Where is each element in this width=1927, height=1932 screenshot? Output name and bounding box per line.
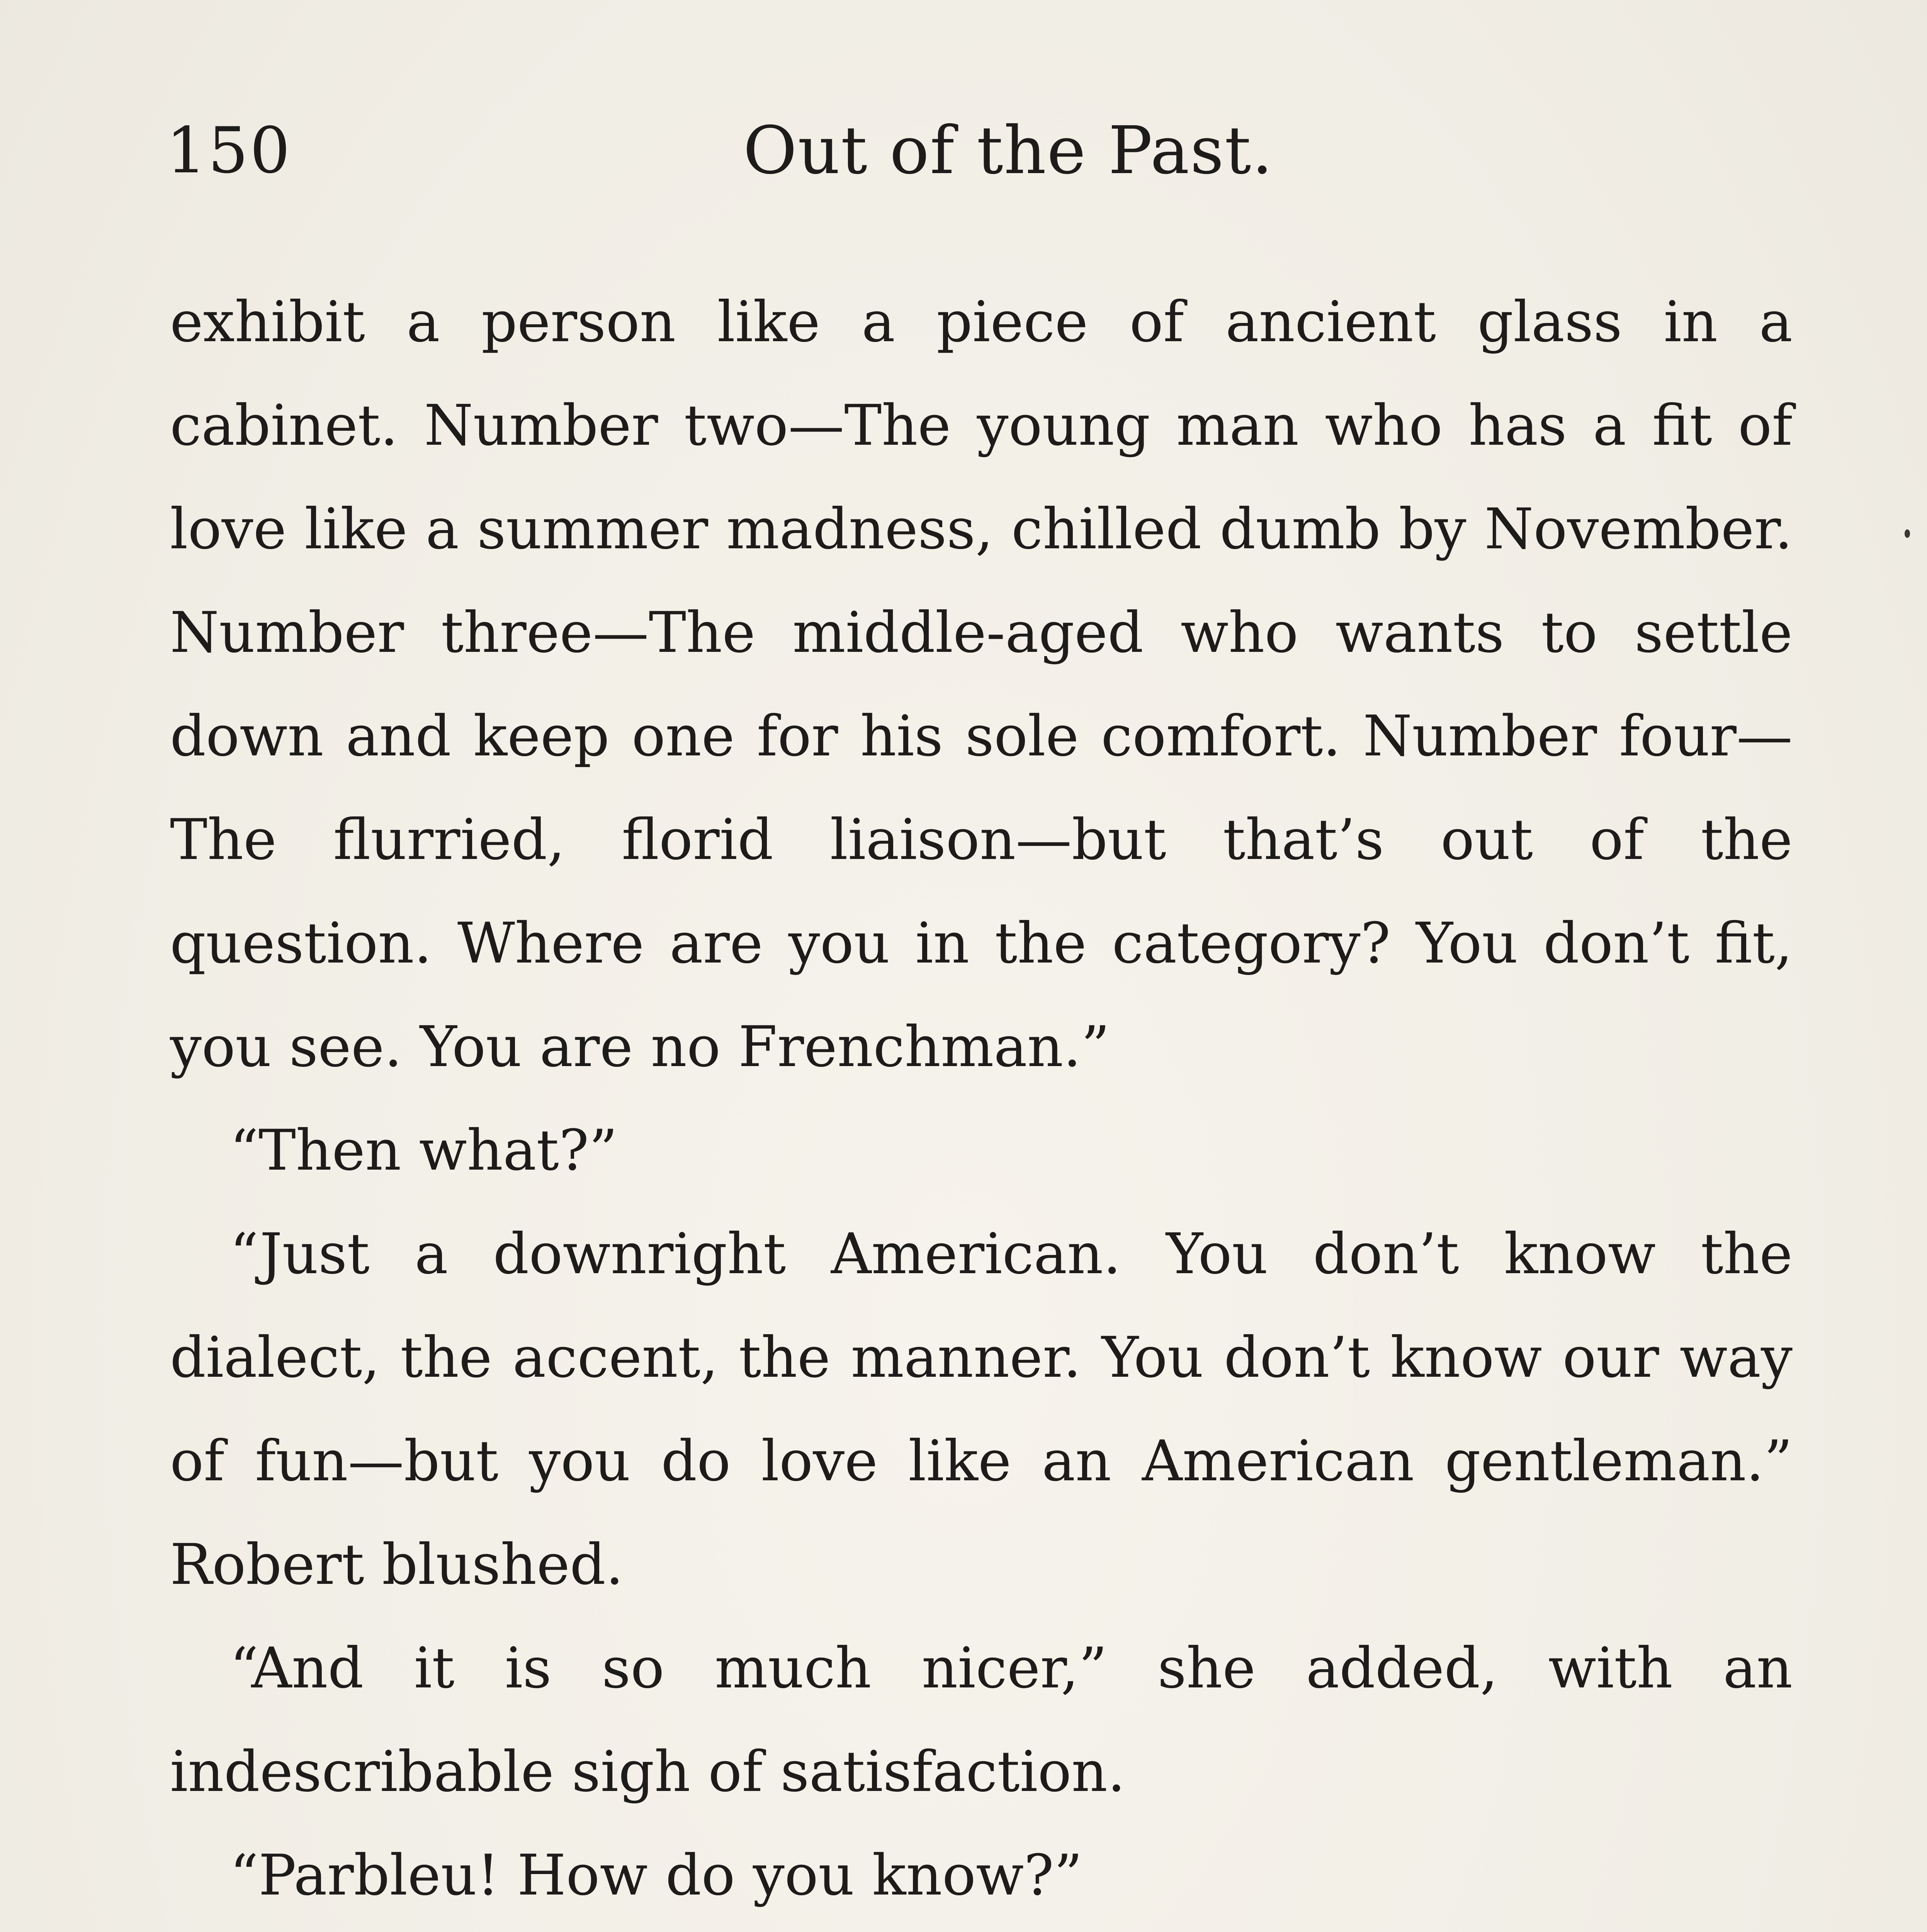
paragraph: “And it is so much nicer,” she added, with an indescribable sigh of satisfaction. [170, 1636, 1793, 1804]
body-text [170, 270, 1793, 1932]
page-number: 150 [166, 114, 292, 187]
paragraph: exhibit a person like a piece of ancient glass in a cabinet. Number two—The young man who has a fit of love like a summer madness, chilled dumb by November. Number three—The middle-aged who wants to settle down and keep one for his sole comfort. Number four—The flurried, florid liaison—but that’s out of the question. Where are you in the category? You don’t fit, you see. You are no Frenchman.” [170, 289, 1793, 1080]
paragraph: “Parbleu! How do you know?” [230, 1843, 1083, 1908]
running-title: Out of the Past. [743, 112, 1274, 189]
paragraph: “Then what?” [230, 1118, 618, 1183]
paragraph [170, 1927, 1793, 1932]
paragraph: “Just a downright American. You don’t know the dialect, the accent, the manner. You don’t know our way of fun—but you do love like an American gentleman.” Robert blushed. [170, 1221, 1793, 1597]
ink-speck [1905, 529, 1910, 538]
page-header [166, 112, 1796, 189]
